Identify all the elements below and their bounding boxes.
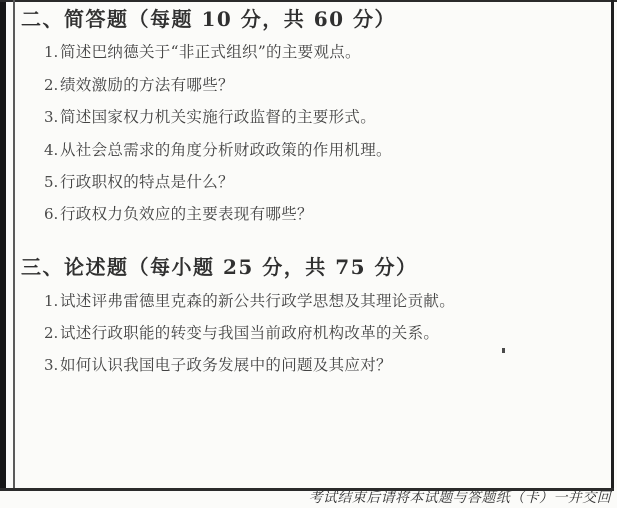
scan-speck xyxy=(502,348,505,353)
question-number: 6. xyxy=(44,205,59,223)
question-text: 绩效激励的方法有哪些？ xyxy=(60,76,234,94)
question-text: 行政权力负效应的主要表现有哪些？ xyxy=(60,205,313,223)
question-item xyxy=(44,174,234,192)
question-number: 4. xyxy=(44,141,59,159)
question-number: 5. xyxy=(44,173,59,191)
scan-edge-strip xyxy=(0,0,6,490)
question-number: 3. xyxy=(44,356,59,374)
question-text: 试述评弗雷德里克森的新公共行政学思想及其理论贡献。 xyxy=(60,292,456,310)
question-number: 3. xyxy=(44,108,59,126)
question-item xyxy=(44,142,392,160)
question-text: 简述国家权力机关实施行政监督的主要形式。 xyxy=(60,108,377,126)
frame-top-border xyxy=(0,0,617,2)
question-text: 行政职权的特点是什么？ xyxy=(60,173,234,191)
question-item xyxy=(44,77,234,95)
frame-right-border xyxy=(611,0,614,489)
footer-return-instruction: 考试结束后请将本试题与答题纸（卡）一并交回 xyxy=(308,490,611,506)
question-number: 1. xyxy=(44,43,59,61)
question-item xyxy=(44,44,361,62)
question-text: 从社会总需求的角度分析财政政策的作用机理。 xyxy=(60,141,392,159)
question-number: 2. xyxy=(44,76,59,94)
section-2-heading: 二、简答题（每题 10 分，共 60 分） xyxy=(21,7,397,31)
question-item xyxy=(44,206,313,224)
frame-left-border xyxy=(13,0,15,489)
question-item xyxy=(44,357,392,375)
question-text: 简述巴纳德关于“非正式组织”的主要观点。 xyxy=(60,43,361,61)
question-item xyxy=(44,109,376,127)
question-item xyxy=(44,293,455,311)
question-number: 1. xyxy=(44,292,59,310)
section-3-heading: 三、论述题（每小题 25 分，共 75 分） xyxy=(21,255,418,279)
question-text: 试述行政职能的转变与我国当前政府机构改革的关系。 xyxy=(60,324,440,342)
question-number: 2. xyxy=(44,324,59,342)
question-text: 如何认识我国电子政务发展中的问题及其应对？ xyxy=(60,356,392,374)
question-item xyxy=(44,325,439,343)
